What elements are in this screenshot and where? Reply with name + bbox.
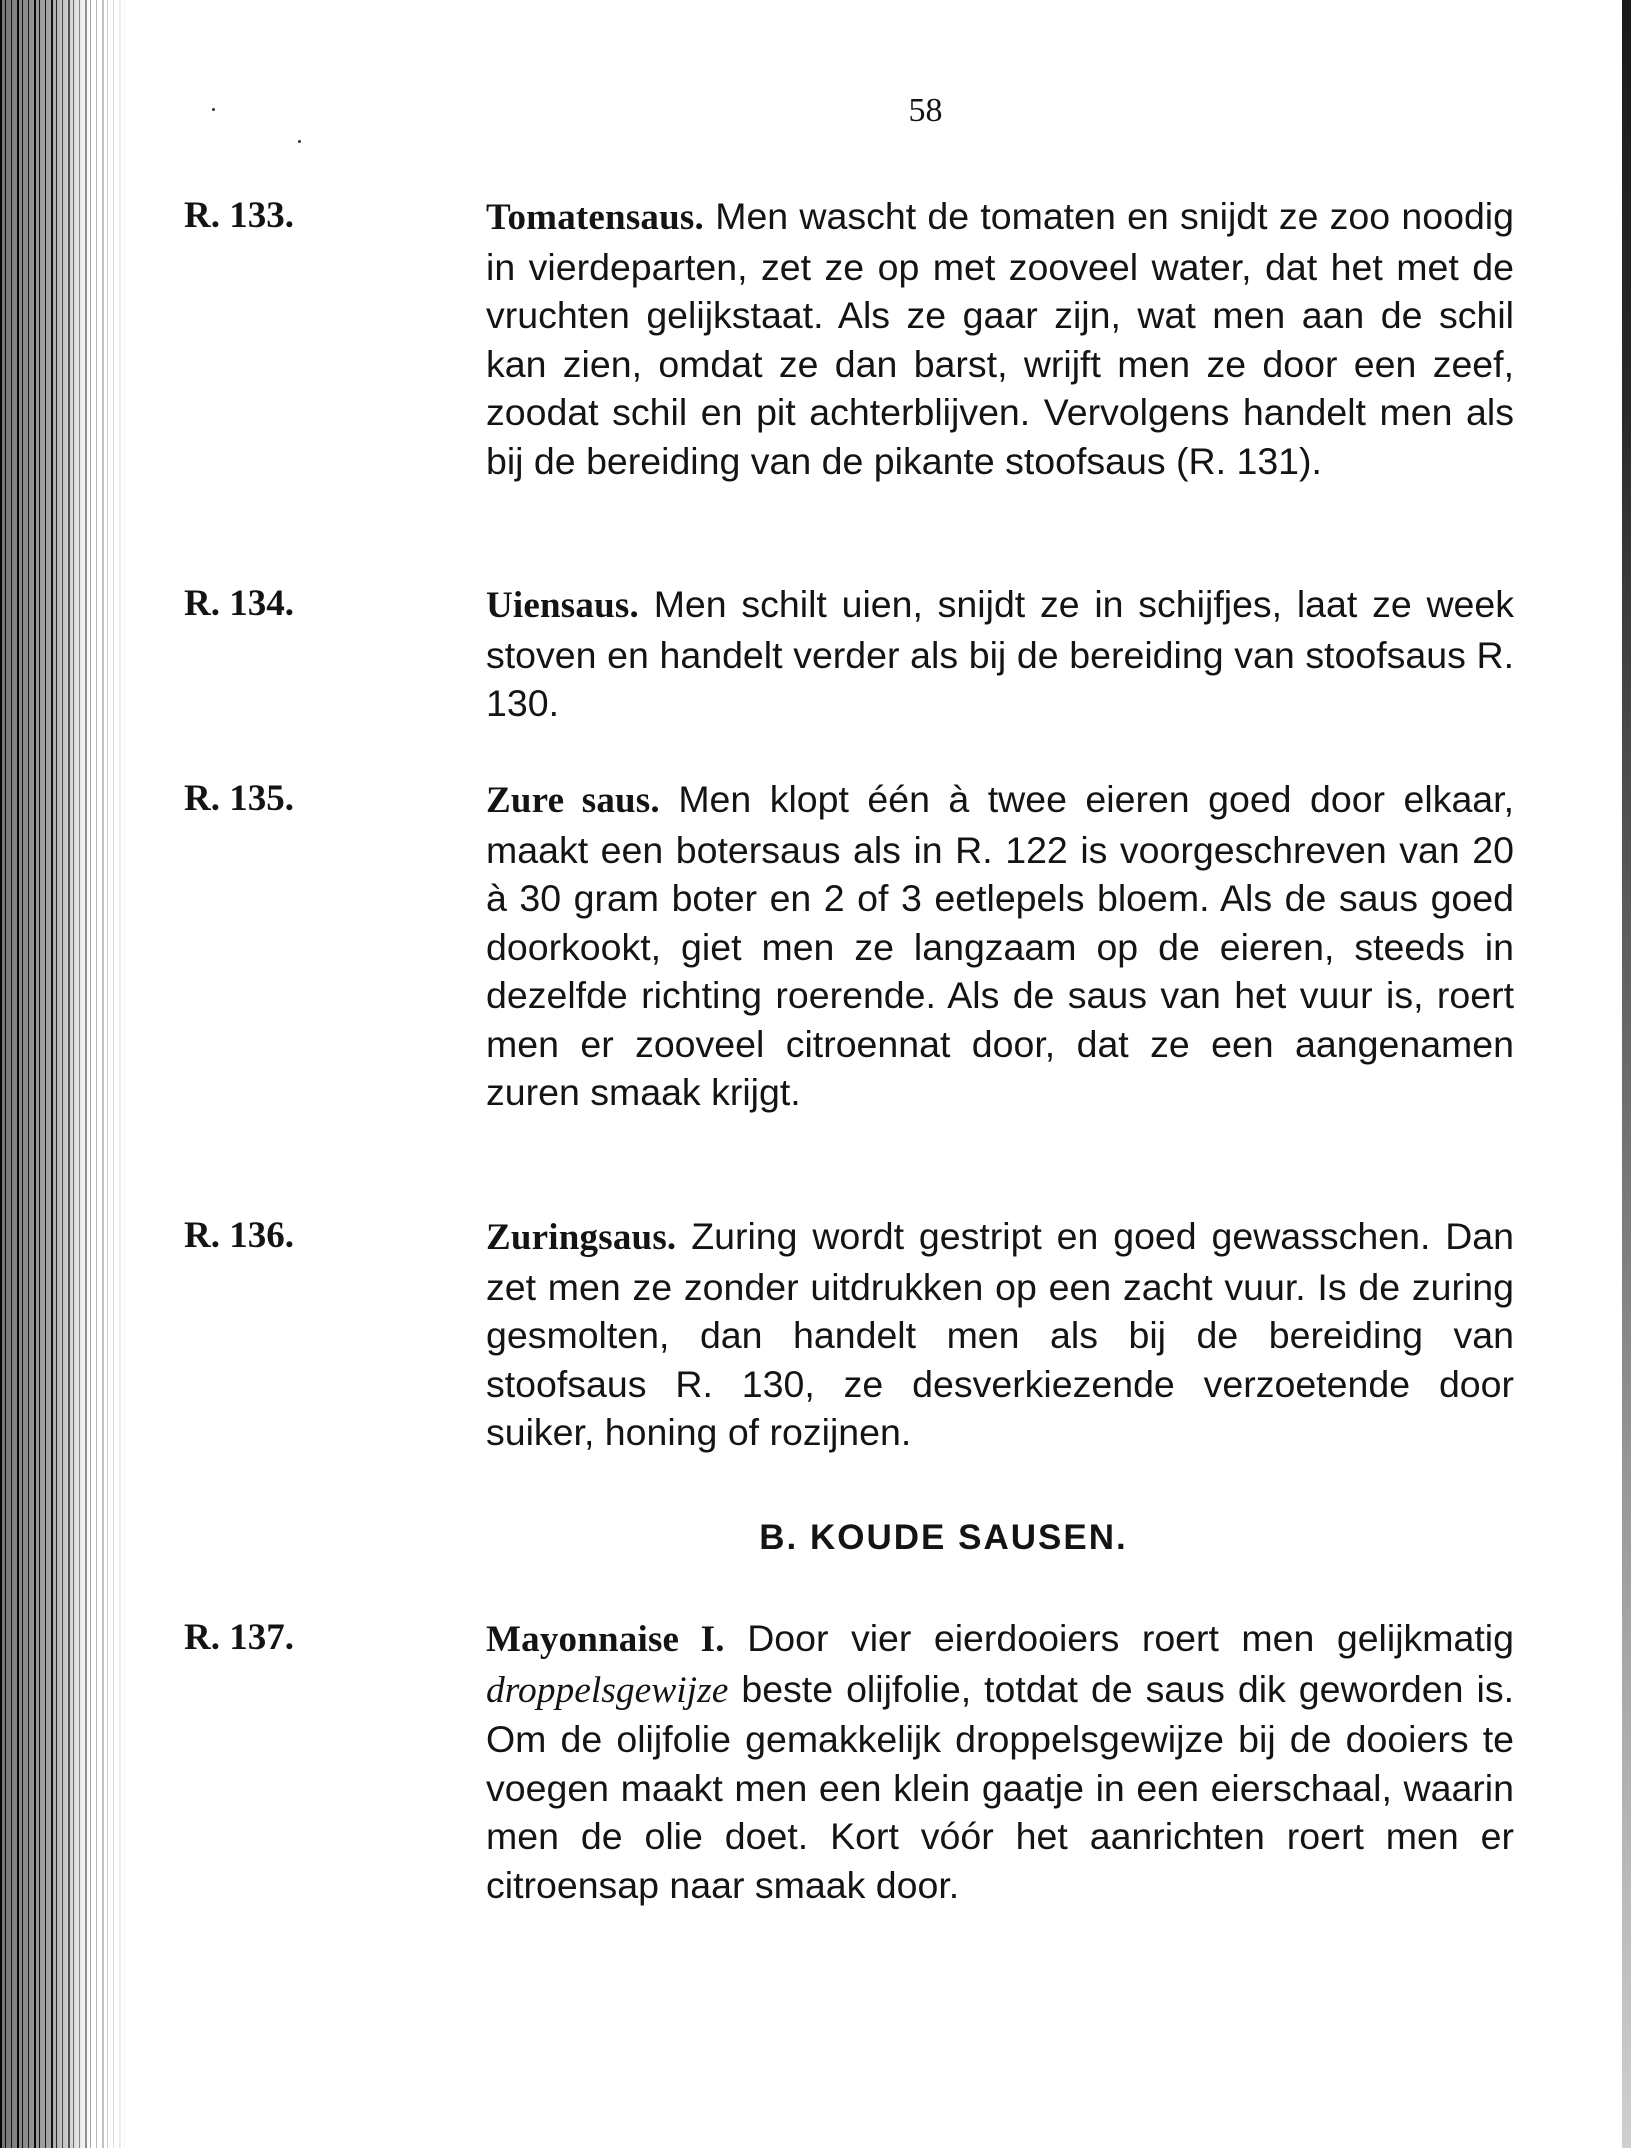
recipe-number: R. 134. <box>184 583 294 624</box>
recipe-text: Men wascht de tomaten en snijdt ze zoo noodig in vierdeparten, zet ze op met zooveel water, dat het met de vruchten gelijkstaat. Als ze gaar zijn, wat men aan de schil kan zien, omdat ze dan barst, wrijft men ze door een zeef, zoodat schil en pit achterblijven. Vervolgens handelt men als bij de bereiding van de pikante stoofsaus (R. 131). <box>486 195 1514 482</box>
page-edge <box>1622 0 1631 2148</box>
recipe-number: R. 135. <box>184 778 294 819</box>
recipe-number: R. 136. <box>184 1215 294 1256</box>
recipe-body <box>334 1614 1514 1909</box>
recipe-title: Tomatensaus. <box>486 197 704 238</box>
scan-speck <box>298 140 301 143</box>
recipe-title: Mayonnaise I. <box>486 1619 725 1660</box>
recipe-text: Men klopt één à twee eieren goed door elkaar, maakt een botersaus als in R. 122 is voorgeschreven van 20 à 30 gram boter en 2 of 3 eetlepels bloem. Als de saus goed doorkookt, giet men ze langzaam op de eieren, steeds in dezelfde richting roerende. Als de saus van het vuur is, roert men er zooveel citroennat door, dat ze een aangenamen zuren smaak krijgt. <box>486 778 1514 1113</box>
recipe-emphasis: droppelsgewijze <box>486 1669 729 1711</box>
section-heading: B. KOUDE SAUSEN. <box>759 1518 1128 1557</box>
recipe-number: R. 137. <box>184 1617 294 1658</box>
recipe-136 <box>184 1212 1514 1457</box>
recipe-text: Door vier eierdooiers roert men gelijkmatig <box>724 1617 1514 1659</box>
recipe-number: R. 133. <box>184 195 294 236</box>
recipe-133 <box>184 192 1514 485</box>
page-number: 58 <box>908 92 943 129</box>
book-gutter <box>0 0 128 2148</box>
recipe-body <box>334 580 1514 728</box>
recipe-title: Uiensaus. <box>486 585 639 626</box>
recipe-body <box>334 775 1514 1117</box>
recipe-title: Zure saus. <box>486 780 660 821</box>
recipe-title: Zuringsaus. <box>486 1217 677 1258</box>
recipe-body <box>334 1212 1514 1457</box>
recipe-text: Zuring wordt gestript en goed gewasschen. Dan zet men ze zonder uitdrukken op een zacht vuur. Is de zuring gesmolten, dan handelt men als bij de bereiding van stoofsaus R. 130, ze desverkiezende verzoetende door suiker, honing of rozijnen. <box>486 1215 1514 1453</box>
recipe-137 <box>184 1614 1514 1909</box>
recipe-text: Men schilt uien, snijdt ze in schijfjes, laat ze week stoven en handelt verder als bij de bereiding van stoofsaus R. 130. <box>486 583 1514 724</box>
recipe-134 <box>184 580 1514 728</box>
recipe-body <box>334 192 1514 485</box>
recipe-135 <box>184 775 1514 1117</box>
recipe-text: beste olijfolie, totdat de saus dik geworden is. Om de olijfolie gemakkelijk droppelsgewijze bij de dooiers te voegen maakt men een klein gaatje in een eierschaal, waarin men de olie doet. Kort vóór het aanrichten roert men er citroensap naar smaak door. <box>486 1667 1514 1906</box>
